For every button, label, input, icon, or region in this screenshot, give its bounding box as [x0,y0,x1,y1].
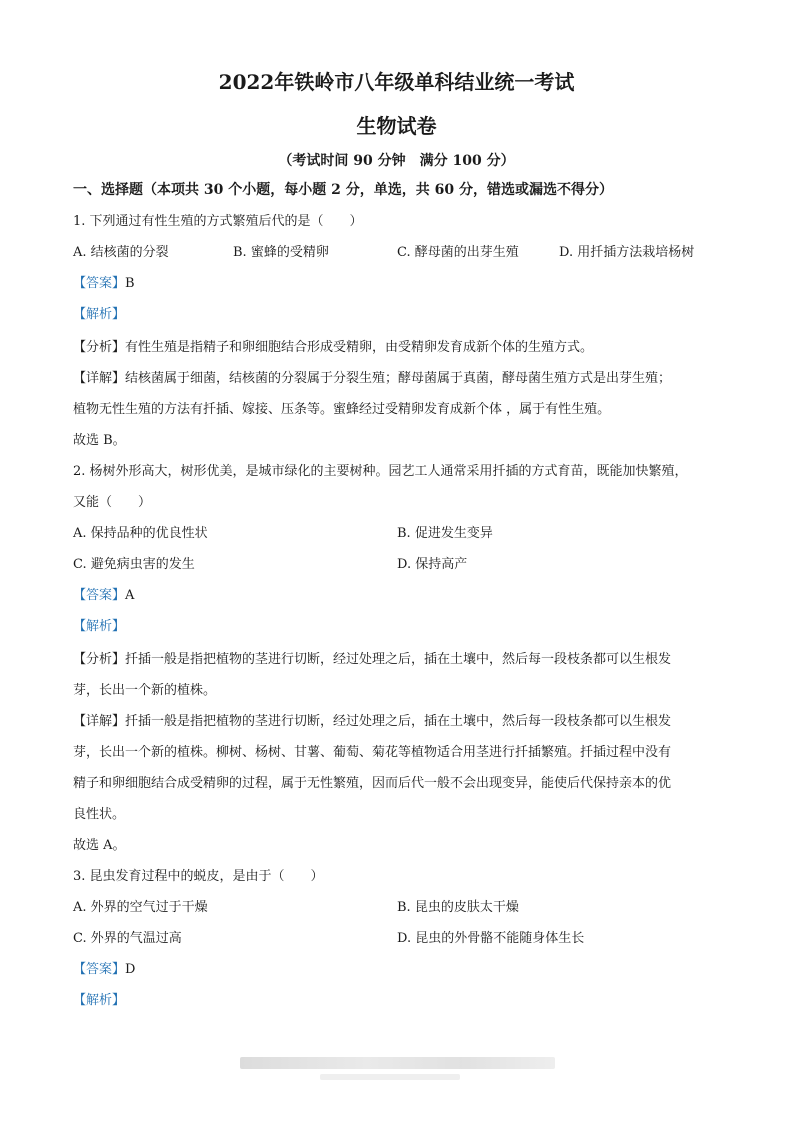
q2-answer [73,587,723,605]
q1-fenxi [73,339,723,357]
xiangjie-tag: 【详解】 [73,371,126,386]
q2-option-c: C. 避免病虫害的发生 [73,557,195,572]
xiangjie-text: 结核菌属于细菌，结核菌的分裂属于分裂生殖；酵母菌属于真菌，酵母菌生殖方式是出芽生殖； [125,371,672,386]
q2-xiangjie-line-1 [73,713,723,731]
fenxi-tag: 【分析】 [73,340,126,355]
answer-value: B [125,276,135,291]
q1-option-a: A. 结核菌的分裂 [73,245,169,260]
q1-conclusion: 故选 B。 [73,433,126,448]
q1-option-b: B. 蜜蜂的受精卵 [233,245,329,260]
q3-analysis-tag: 【解析】 [73,993,126,1008]
fenxi-text: 扦插一般是指把植物的茎进行切断，经过处理之后，插在土壤中，然后每一段枝条都可以生根发 [125,652,672,667]
blurred-footer-watermark [240,1057,555,1069]
q2-conclusion: 故选 A。 [73,838,126,853]
q1-option-c: C. 酵母菌的出芽生殖 [397,245,519,260]
xiangjie-text: 扦插一般是指把植物的茎进行切断，经过处理之后，插在土壤中，然后每一段枝条都可以生根发 [125,714,672,729]
q3-option-a: A. 外界的空气过于干燥 [73,900,208,915]
fenxi-text: 有性生殖是指精子和卵细胞结合形成受精卵，由受精卵发育成新个体的生殖方式。 [125,340,594,355]
question-1-stem: 1. 下列通过有性生殖的方式繁殖后代的是（ ） [73,214,363,229]
q1-analysis-tag: 【解析】 [73,307,126,322]
answer-tag: 【答案】 [73,962,126,977]
fenxi-tag: 【分析】 [73,652,126,667]
section-heading: 一、选择题（本项共 30 个小题，每小题 2 分，单选，共 60 分，错选或漏选不得分） [73,182,613,198]
q2-fenxi-line-2: 芽，长出一个新的植株。 [73,683,217,698]
exam-title: 2022年铁岭市八年级单科结业统一考试 [218,70,575,94]
answer-tag: 【答案】 [73,588,126,603]
q3-option-c: C. 外界的气温过高 [73,931,182,946]
answer-tag: 【答案】 [73,276,126,291]
blurred-footer-watermark-line [320,1074,460,1080]
q1-xiangjie-line-1 [73,370,723,388]
question-2-stem-line-1: 2. 杨树外形高大，树形优美，是城市绿化的主要树种。园艺工人通常采用扦插的方式育苗，既能加快繁殖， [73,464,688,479]
q1-option-d: D. 用扦插方法栽培杨树 [559,245,695,260]
question-3-stem: 3. 昆虫发育过程中的蜕皮，是由于（ ） [73,869,324,884]
xiangjie-tag: 【详解】 [73,714,126,729]
q2-fenxi-line-1 [73,651,723,669]
q2-xiangjie-line-2: 芽，长出一个新的植株。柳树、杨树、甘薯、葡萄、菊花等植物适合用茎进行扦插繁殖。扦插过程中没有 [73,745,672,760]
q1-answer [73,275,723,293]
q2-option-a: A. 保持品种的优良性状 [73,526,208,541]
q2-analysis-tag: 【解析】 [73,619,126,634]
q3-option-b: B. 昆虫的皮肤太干燥 [397,900,519,915]
question-2-stem-line-2: 又能（ ） [73,495,152,510]
q3-answer [73,961,723,979]
exam-info: （考试时间 90 分钟 满分 100 分） [278,153,515,169]
answer-value: A [125,588,135,603]
q2-option-d: D. 保持高产 [397,557,468,572]
q2-xiangjie-line-4: 良性状。 [73,807,126,822]
q2-xiangjie-line-3: 精子和卵细胞结合成受精卵的过程，属于无性繁殖，因而后代一般不会出现变异，能使后代保持亲本的优 [73,776,672,791]
answer-value: D [125,962,136,977]
q3-option-d: D. 昆虫的外骨骼不能随身体生长 [397,931,585,946]
q2-option-b: B. 促进发生变异 [397,526,493,541]
q1-xiangjie-line-2: 植物无性生殖的方法有扦插、嫁接、压条等。蜜蜂经过受精卵发育成新个体 ，属于有性生殖。 [73,402,611,417]
exam-subtitle: 生物试卷 [356,114,437,138]
